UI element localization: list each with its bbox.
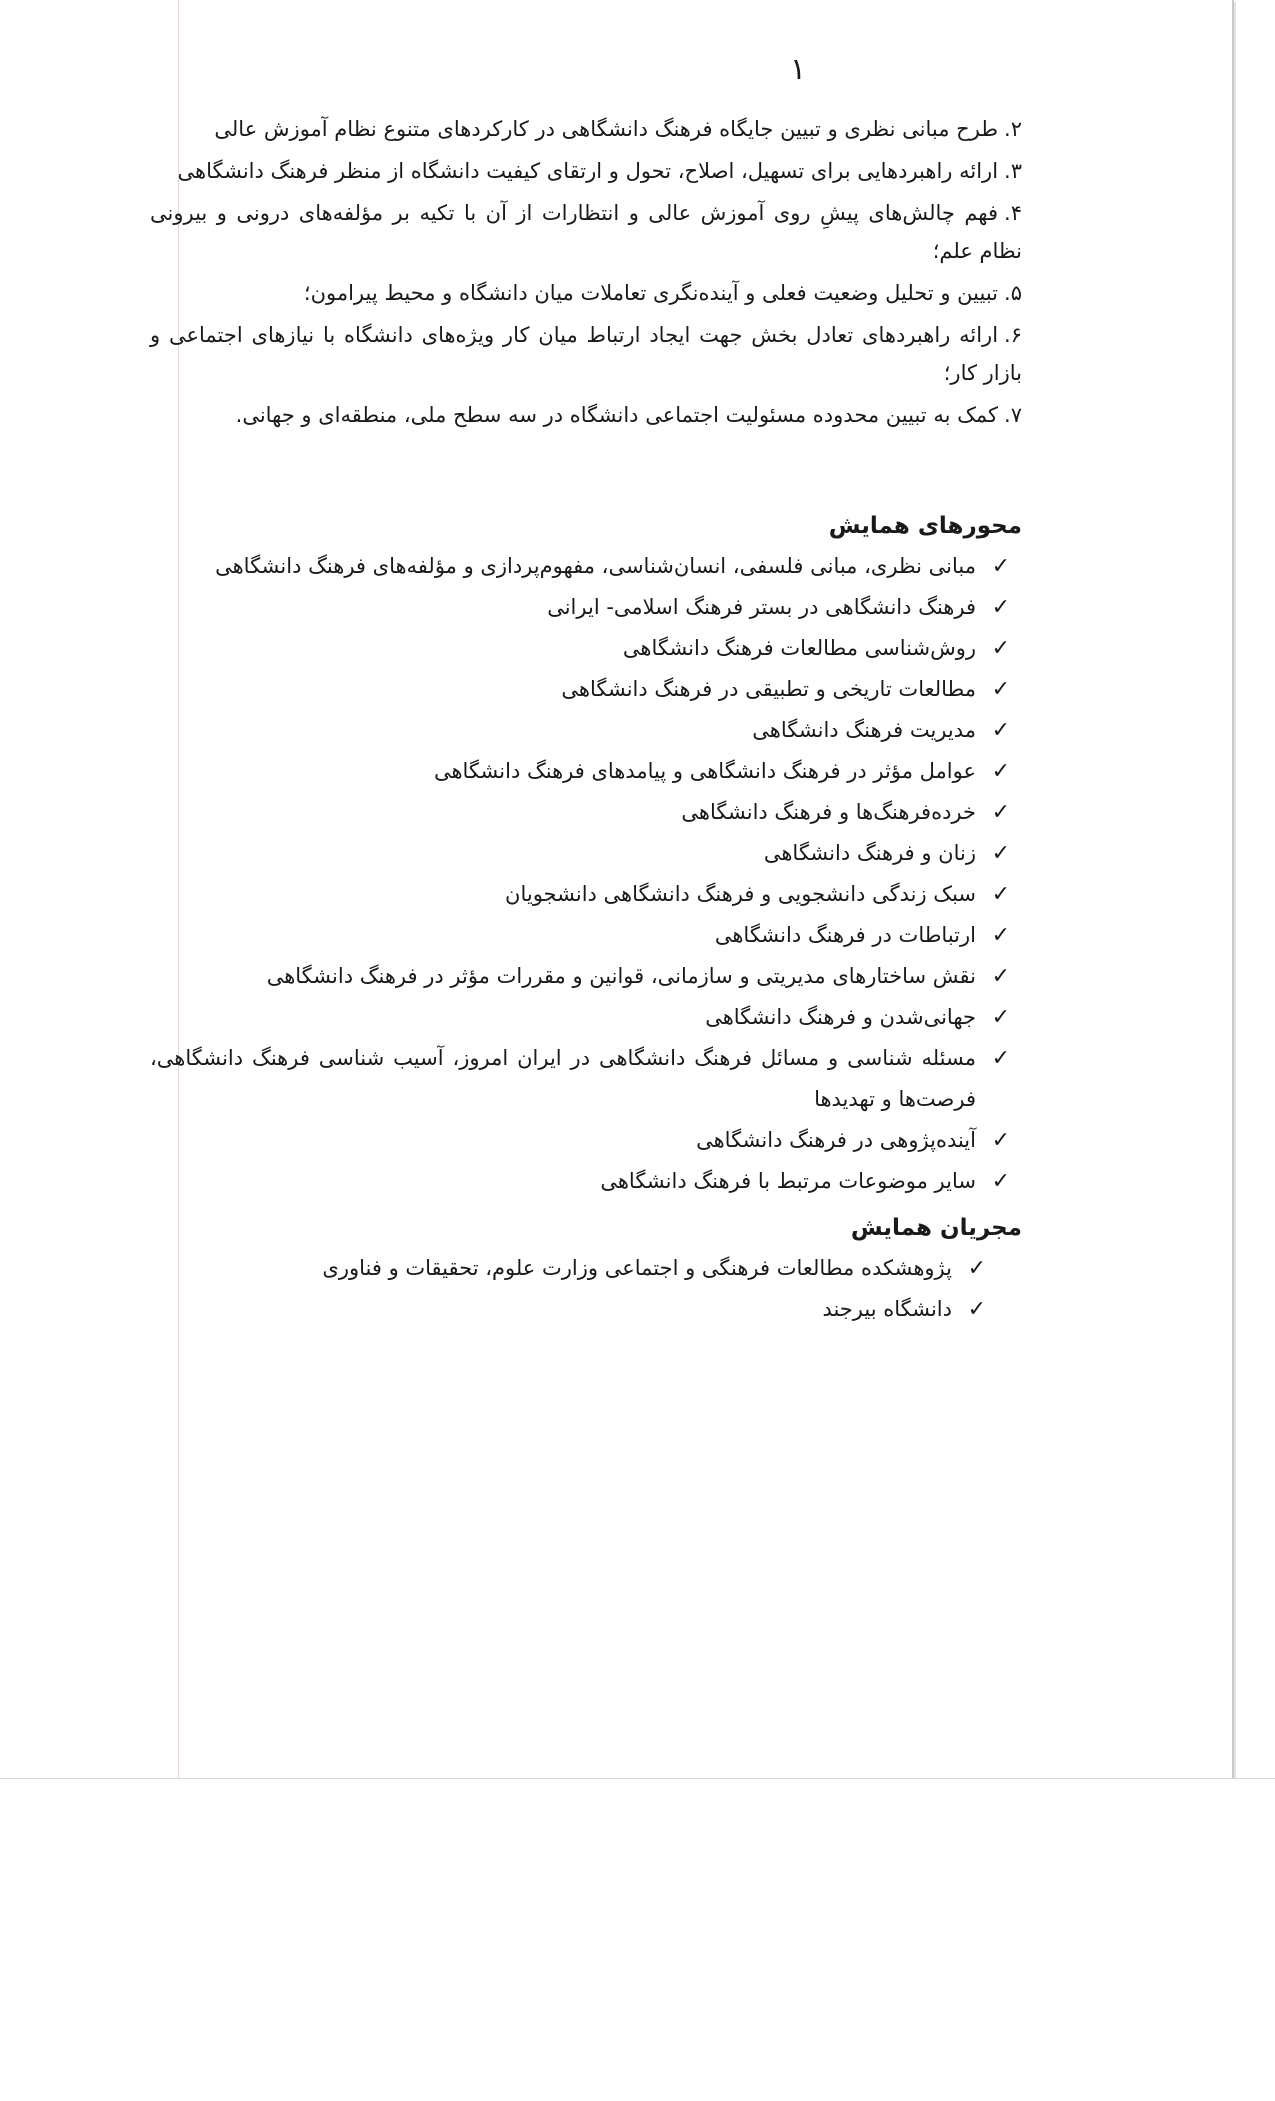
goal-number: ۲.	[1004, 117, 1022, 141]
axis-text: مطالعات تاریخی و تطبیقی در فرهنگ دانشگاهی	[561, 677, 976, 701]
goal-text: فهم چالش‌های پیشِ روی آموزش عالی و انتظارات از آن با تکیه بر مؤلفه‌های درونی و بیرونی نظام علم؛	[150, 201, 1022, 263]
axes-heading: محورهای همایش	[828, 513, 1022, 539]
page-number: ۱	[790, 52, 807, 87]
checkmark-icon: ✓	[991, 1005, 1010, 1030]
axis-text: مبانی نظری، مبانی فلسفی، انسان‌شناسی، مفهوم‌پردازی و مؤلفه‌های فرهنگ دانشگاهی	[215, 554, 976, 578]
checkmark-icon: ✓	[991, 595, 1010, 620]
axis-text: ارتباطات در فرهنگ دانشگاهی	[714, 923, 976, 947]
checkmark-icon: ✓	[967, 1297, 986, 1322]
goal-item	[150, 194, 1022, 270]
axis-text: عوامل مؤثر در فرهنگ دانشگاهی و پیامدهای فرهنگ دانشگاهی	[433, 759, 976, 783]
checkmark-icon: ✓	[991, 800, 1010, 825]
scanner-background	[0, 1778, 1275, 2101]
checkmark-icon: ✓	[991, 1169, 1010, 1194]
goal-item	[150, 152, 1022, 190]
goals-list	[150, 110, 1022, 434]
goal-item	[150, 316, 1022, 392]
checkmark-icon: ✓	[991, 882, 1010, 907]
checkmark-icon: ✓	[991, 841, 1010, 866]
axis-text: فرهنگ دانشگاهی در بستر فرهنگ اسلامی- ایرانی	[547, 595, 976, 619]
organizers-list	[150, 1248, 998, 1330]
axis-text: روش‌شناسی مطالعات فرهنگ دانشگاهی	[622, 636, 976, 660]
axis-item	[150, 874, 1022, 915]
checkmark-icon: ✓	[991, 759, 1010, 784]
axis-item	[150, 915, 1022, 956]
axis-text: جهانی‌شدن و فرهنگ دانشگاهی	[705, 1005, 976, 1029]
goal-number: ۳.	[1004, 159, 1022, 183]
axis-text: آینده‌پژوهی در فرهنگ دانشگاهی	[696, 1128, 976, 1152]
goal-text: کمک به تبیین محدوده مسئولیت اجتماعی دانشگاه در سه سطح ملی، منطقه‌ای و جهانی.	[235, 403, 999, 427]
checkmark-icon: ✓	[991, 1128, 1010, 1153]
axis-item	[150, 792, 1022, 833]
goal-number: ۶.	[1004, 323, 1022, 347]
axis-text: سبک زندگی دانشجویی و فرهنگ دانشگاهی دانشجویان	[505, 882, 976, 906]
axes-list	[150, 546, 1022, 1202]
axis-item	[150, 546, 1022, 587]
checkmark-icon: ✓	[967, 1256, 986, 1281]
goal-text: ارائه راهبردهای تعادل بخش جهت ایجاد ارتباط میان کار ویژه‌های دانشگاه با نیازهای اجتماعی و بازار کار؛	[150, 323, 1022, 385]
goal-item	[150, 396, 1022, 434]
goal-text: تبیین و تحلیل وضعیت فعلی و آینده‌نگری تعاملات میان دانشگاه و محیط پیرامون؛	[303, 281, 999, 305]
organizer-text: دانشگاه بیرجند	[822, 1297, 952, 1321]
goal-number: ۴.	[1004, 201, 1022, 225]
axis-item	[150, 669, 1022, 710]
goal-number: ۷.	[1004, 403, 1022, 427]
axis-item	[150, 1038, 1022, 1120]
checkmark-icon: ✓	[991, 718, 1010, 743]
axis-text: زنان و فرهنگ دانشگاهی	[763, 841, 976, 865]
axis-text: مدیریت فرهنگ دانشگاهی	[752, 718, 976, 742]
goal-number: ۵.	[1004, 281, 1022, 305]
axis-text: سایر موضوعات مرتبط با فرهنگ دانشگاهی	[600, 1169, 976, 1193]
checkmark-icon: ✓	[991, 1046, 1010, 1071]
goal-item	[150, 274, 1022, 312]
page-content	[150, 110, 1022, 1330]
axis-item	[150, 833, 1022, 874]
axis-text: مسئله شناسی و مسائل فرهنگ دانشگاهی در ایران امروز، آسیب شناسی فرهنگ دانشگاهی، فرصت‌ها و تهدیدها	[150, 1046, 976, 1111]
goal-text: ارائه راهبردهایی برای تسهیل، اصلاح، تحول و ارتقای کیفیت دانشگاه از منظر فرهنگ دانشگاهی	[177, 159, 999, 183]
goal-item	[150, 110, 1022, 148]
axis-text: خرده‌فرهنگ‌ها و فرهنگ دانشگاهی	[681, 800, 976, 824]
organizer-item	[150, 1248, 998, 1289]
axis-item	[150, 1120, 1022, 1161]
checkmark-icon: ✓	[991, 923, 1010, 948]
axis-item	[150, 751, 1022, 792]
organizers-heading: مجریان همایش	[850, 1215, 1022, 1241]
axis-item	[150, 1161, 1022, 1202]
goal-text: طرح مبانی نظری و تبیین جایگاه فرهنگ دانشگاهی در کارکردهای متنوع نظام آموزش عالی	[214, 117, 999, 141]
organizer-text: پژوهشکده مطالعات فرهنگی و اجتماعی وزارت علوم، تحقیقات و فناوری	[322, 1256, 952, 1280]
checkmark-icon: ✓	[991, 554, 1010, 579]
axis-item	[150, 956, 1022, 997]
checkmark-icon: ✓	[991, 636, 1010, 661]
axis-item	[150, 587, 1022, 628]
checkmark-icon: ✓	[991, 677, 1010, 702]
organizer-item	[150, 1289, 998, 1330]
checkmark-icon: ✓	[991, 964, 1010, 989]
axis-text: نقش ساختارهای مدیریتی و سازمانی، قوانین و مقررات مؤثر در فرهنگ دانشگاهی	[266, 964, 976, 988]
axis-item	[150, 628, 1022, 669]
axis-item	[150, 997, 1022, 1038]
axis-item	[150, 710, 1022, 751]
